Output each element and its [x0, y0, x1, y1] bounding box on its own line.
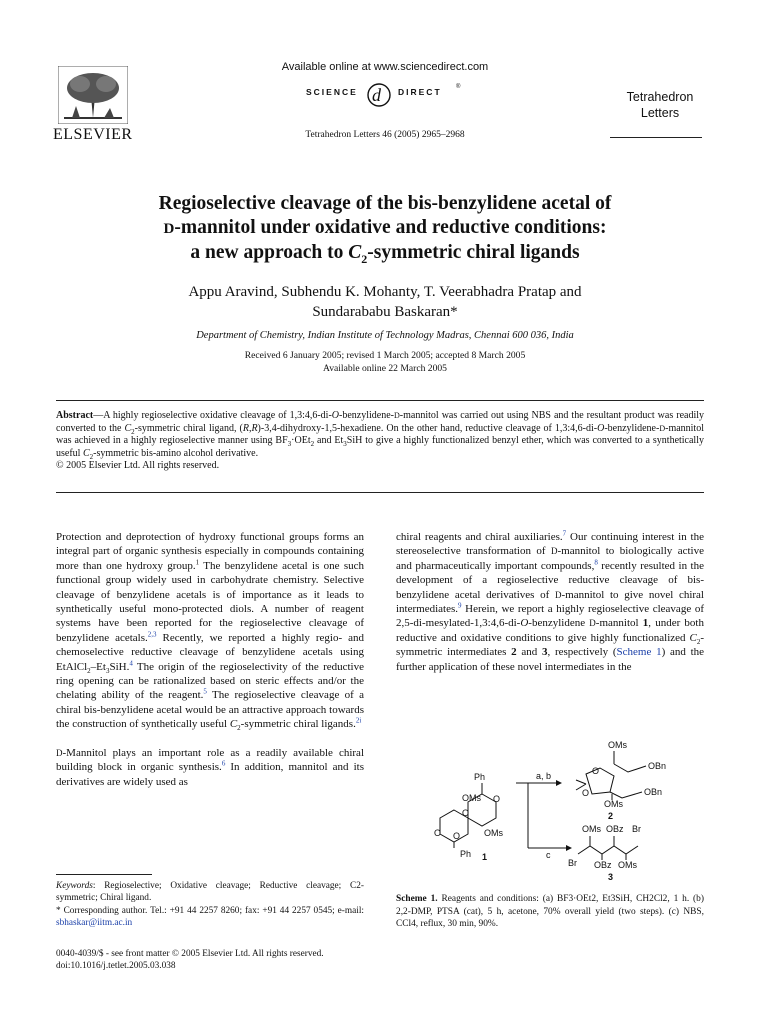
elsevier-tree-logo: [58, 66, 128, 124]
svg-text:OMs: OMs: [618, 860, 637, 870]
authors: Appu Aravind, Subhendu K. Mohanty, T. Veerabhadra Pratap and Sundarababu Baskaran*: [188, 284, 582, 320]
svg-text:O: O: [462, 808, 470, 818]
svg-text:O: O: [453, 831, 461, 841]
svg-text:O: O: [582, 788, 590, 798]
front-matter: 0040-4039/$ - see front matter © 2005 Elsevier Ltd. All rights reserved. doi:10.1016/j.tetlet.2005.03.038: [56, 949, 324, 972]
abstract-bottom-rule: [56, 492, 704, 493]
svg-text:2: 2: [608, 811, 614, 821]
svg-text:OMs: OMs: [604, 799, 623, 809]
body-left-column: Protection and deprotection of hydroxy functional groups forms an integral part of organic synthesis especially in compounds containing more than one hydroxy group.$^1$ The benzylidene acetal is one such functional group widely used in carbohydrate chemistry. Selective cleavage of benzylidene acetals is of importance as it leads to synthetically useful mono-protected diols. A number of reagent systems have been reported for the regioselective cleavage of benzylidene acetals.$^{2,3}$ Recently, we reported a highly regio- and chemoselective reductive cleavage of benzylidene acetals using $EtAlCl_2-Et_3SiH.^4$ The origin of the regioselectivity of the reductive ring opening can be rationalized based on steric effects and/or the chelating ability of the reagent.$^5$ The regioselective cleavage of a chiral bis-benzylidene acetal would be an attractive approach towards the construction of synthetically useful $C_2$-symmetric chiral ligands.$^{2i}$ D-Mannitol plays an important role as a readily available chiral building block in organic synthesis.$^6$ In addition, mannitol and its derivatives are widely used as: [56, 531, 365, 788]
svg-text:OMs: OMs: [484, 828, 503, 838]
svg-text:OBn: OBn: [644, 787, 663, 797]
footnote-rule: [56, 874, 152, 875]
journal-rule: [610, 137, 702, 138]
abstract: Abstract—A highly regioselective oxidative cleavage of 1,3:4,6-di-O-benzylidene-D-mannitol was carried out using NBS and the resultant product was readily converted to the $C_2$-symmetric chiral ligand, (R,R)-3,4-dihydroxy-1,5-hexadiene. On the other hand, reductive cleavage of 1,3:4,6-di-O-benzylidene-D-mannitol was achieved in a highly regioselective manner using $BF_3\cdot OEt_2$ and $Et_3SiH$ to give a highly functionalized benzyl ether, which was converted to a synthetically useful $C_2$-symmetric bis-amino alcohol derivative. © 2005 Elsevier Ltd. All rights reserved.: [56, 410, 704, 472]
sciencedirect-logo: SCIENCE d DIRECT ®: [306, 80, 466, 110]
svg-text:3: 3: [608, 872, 614, 882]
svg-text:O: O: [434, 828, 442, 838]
citation: Tetrahedron Letters 46 (2005) 2965–2968: [305, 130, 465, 140]
scheme-caption: Scheme 1. Reagents and conditions: (a) BF3·OEt2, Et3SiH, CH2Cl2, 1 h. (b) 2,2-DMP, PTSA (cat), 5 h, acetone, 70% overall yield (two steps). (c) NBS, CCl4, reflux, 30 min, 90%.: [396, 894, 704, 929]
scheme-1-diagram: [396, 736, 704, 886]
svg-text:Br: Br: [632, 824, 641, 834]
svg-text:O: O: [493, 794, 501, 804]
affiliation: Department of Chemistry, Indian Institute of Technology Madras, Chennai 600 036, India: [196, 330, 574, 341]
available-online: Available online at www.sciencedirect.com: [281, 61, 489, 73]
publisher-name: ELSEVIER: [53, 126, 133, 143]
svg-text:O: O: [592, 766, 600, 776]
svg-text:OBn: OBn: [648, 761, 667, 771]
svg-text:OMs: OMs: [582, 824, 601, 834]
svg-text:Ph: Ph: [474, 772, 486, 782]
svg-text:OMs: OMs: [462, 793, 481, 803]
svg-text:d: d: [372, 85, 381, 105]
journal-name: Tetrahedron Letters: [626, 90, 694, 120]
svg-text:OBz: OBz: [606, 824, 624, 834]
compound-2-structure: [576, 740, 666, 821]
svg-text:a, b: a, b: [536, 771, 552, 781]
svg-text:OBz: OBz: [594, 860, 612, 870]
abstract-top-rule: [56, 400, 704, 401]
svg-text:1: 1: [482, 852, 488, 862]
svg-text:c: c: [546, 850, 551, 860]
svg-text:Br: Br: [568, 858, 577, 868]
compound-1-structure: [434, 772, 503, 862]
footnotes: Keywords: Regioselective; Oxidative cleavage; Reductive cleavage; C2-symmetric; Chiral ligand. * Corresponding author. Tel.: +91 44 2257 8260; fax: +91 44 2257 0545; e-mail: sbhaskar@iitm.ac.in: [56, 881, 364, 929]
article-title: Regioselective cleavage of the bis-benzylidene acetal of D-mannitol under oxidative and reductive conditions: a new approach to $C_2$-symmetric chiral ligands: [158, 193, 612, 266]
svg-text:Ph: Ph: [460, 849, 472, 859]
sciencedirect-d-icon: [364, 80, 396, 110]
svg-text:OMs: OMs: [608, 740, 627, 750]
article-dates: Received 6 January 2005; revised 1 March 2005; accepted 8 March 2005 Available online 22 March 2005: [244, 350, 526, 374]
author-email-link[interactable]: sbhaskar@iitm.ac.in: [56, 918, 133, 929]
compound-3-structure: [568, 824, 641, 882]
body-right-column: chiral reagents and chiral auxiliaries.$^7$ Our continuing interest in the stereoselective transformation of D-mannitol to biologically active and pharmaceutically important compounds,$^8$ recently resulted in the development of a regioselective reductive cleavage of bis-benzylidene acetal derivatives of D-mannitol to give novel chiral intermediates.$^9$ Herein, we report a highly regioselective cleavage of 2,5-di-mesylated-1,3:4,6-di-O-benzylidene D-mannitol 1, under both reductive and oxidative conditions to give highly functionalized $C_2$-symmetric intermediates 2 and 3, respectively (Scheme 1) and the further application of these novel intermediates in the: [396, 529, 705, 673]
